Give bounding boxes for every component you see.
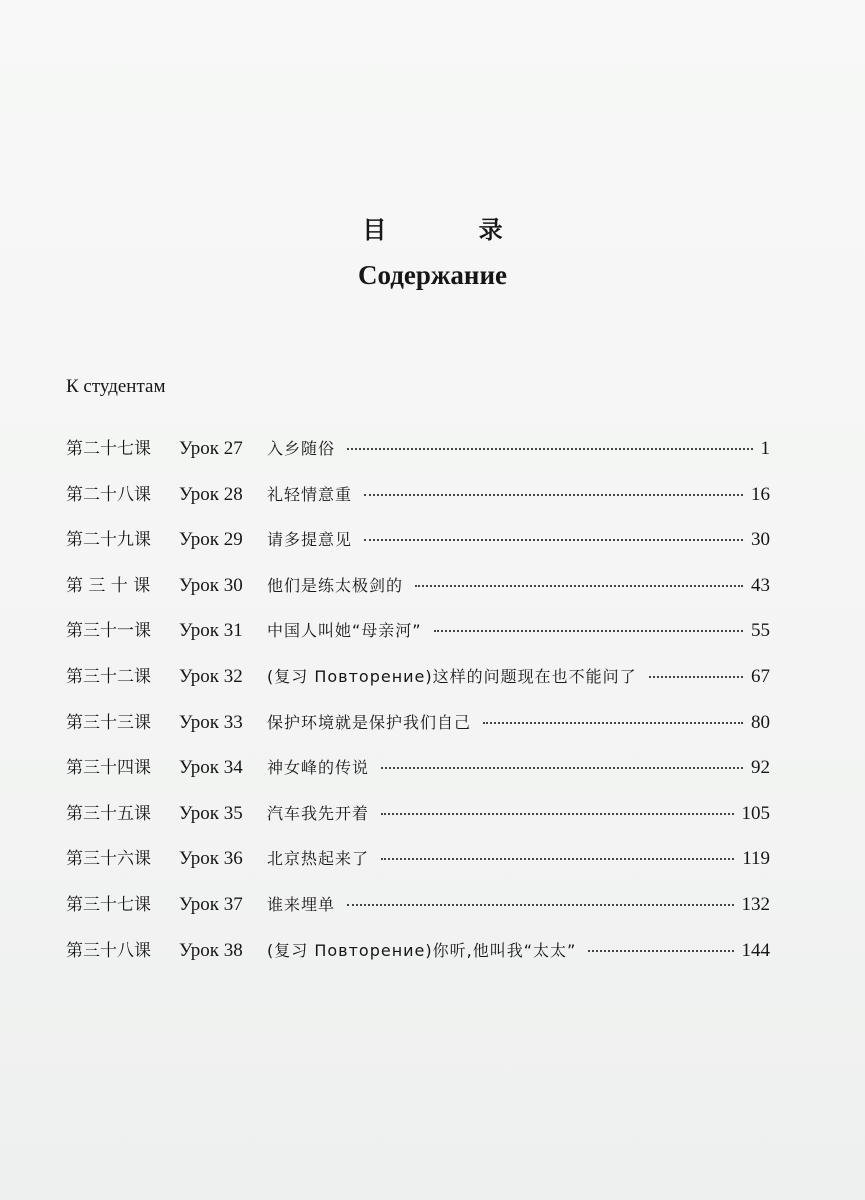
lesson-topic: 请多提意见 xyxy=(267,530,353,550)
page-title-russian: Содержание xyxy=(357,260,508,290)
lesson-number-ru: Урок 36 xyxy=(179,848,243,870)
dot-leader xyxy=(434,629,743,632)
toc-row xyxy=(66,844,770,890)
table-of-contents xyxy=(66,434,770,981)
lesson-number-cn: 第三十一课 xyxy=(66,621,151,642)
lesson-number-ru: Урок 32 xyxy=(179,665,243,687)
page-number: 105 xyxy=(741,802,770,824)
toc-row xyxy=(66,799,770,845)
lesson-number-cn: 第三十六课 xyxy=(66,849,151,870)
page-number: 43 xyxy=(751,574,770,596)
lesson-number-ru: Урок 27 xyxy=(179,438,243,459)
lesson-number-cn: 第三十三课 xyxy=(66,712,151,733)
dot-leader xyxy=(415,584,743,587)
toc-row xyxy=(66,616,770,662)
lesson-topic: 汽车我先开着 xyxy=(267,803,370,823)
page-number: 55 xyxy=(751,620,770,642)
page-number: 144 xyxy=(741,939,770,961)
lesson-number-cn: 第三十二课 xyxy=(66,666,151,687)
page-title-chinese: 目 录 xyxy=(362,216,545,244)
lesson-topic: (复习 Повторение)这样的问题现在也不能问了 xyxy=(267,666,637,686)
page-number: 16 xyxy=(751,483,770,505)
lesson-number-ru: Урок 35 xyxy=(179,802,243,824)
lesson-number-ru: Урок 37 xyxy=(179,893,243,915)
toc-row xyxy=(66,753,770,799)
toc-row xyxy=(66,936,770,982)
lesson-number-ru: Урок 31 xyxy=(179,620,243,642)
lesson-topic: 入乡随俗 xyxy=(267,439,336,458)
lesson-topic: 礼轻情意重 xyxy=(267,484,353,504)
page-number: 80 xyxy=(751,711,770,733)
lesson-topic: 谁来埋单 xyxy=(267,894,336,914)
toc-row xyxy=(66,708,770,754)
lesson-topic: 中国人叫她“母亲河” xyxy=(267,621,422,641)
lesson-number-ru: Урок 29 xyxy=(179,529,243,551)
lesson-number-cn: 第三十七课 xyxy=(66,894,151,915)
lesson-number-ru: Урок 33 xyxy=(179,711,243,733)
lesson-number-cn: 第三十八课 xyxy=(66,940,151,961)
lesson-topic: 神女峰的传说 xyxy=(267,758,370,778)
dot-leader xyxy=(483,721,743,724)
dot-leader xyxy=(364,493,743,496)
page-number: 1 xyxy=(760,438,770,459)
dot-leader xyxy=(347,903,733,906)
lesson-number-ru: Урок 38 xyxy=(179,939,243,961)
toc-row xyxy=(66,662,770,708)
dot-leader xyxy=(364,538,743,541)
dot-leader xyxy=(347,447,752,450)
intro-entry: К студентам xyxy=(66,376,166,397)
lesson-number-cn: 第二十八课 xyxy=(66,484,151,505)
page-number: 67 xyxy=(751,665,770,687)
lesson-number-cn: 第二十七课 xyxy=(66,439,151,459)
lesson-number-ru: Урок 34 xyxy=(179,757,243,779)
lesson-number-cn: 第三十四课 xyxy=(66,758,151,779)
toc-row xyxy=(66,480,770,526)
toc-row xyxy=(66,890,770,936)
toc-row xyxy=(66,571,770,617)
lesson-number-ru: Урок 28 xyxy=(179,483,243,505)
dot-leader xyxy=(381,766,743,769)
lesson-topic: 北京热起来了 xyxy=(267,849,370,869)
lesson-topic: 他们是练太极剑的 xyxy=(267,575,404,595)
lesson-number-cn: 第二十九课 xyxy=(66,530,151,551)
dot-leader xyxy=(381,857,734,860)
lesson-number-ru: Урок 30 xyxy=(179,574,243,596)
dot-leader xyxy=(649,675,743,678)
lesson-number-cn: 第 三 十 课 xyxy=(66,575,151,596)
dot-leader xyxy=(381,812,733,815)
lesson-topic: 保护环境就是保护我们自己 xyxy=(267,712,472,732)
lesson-number-cn: 第三十五课 xyxy=(66,803,151,824)
toc-row xyxy=(66,525,770,571)
dot-leader xyxy=(588,949,733,952)
page-number: 119 xyxy=(742,848,770,870)
page-number: 30 xyxy=(751,529,770,551)
page-number: 132 xyxy=(741,893,770,915)
page-number: 92 xyxy=(751,757,770,779)
toc-row xyxy=(66,434,770,480)
lesson-topic: (复习 Повторение)你听,他叫我“太太” xyxy=(267,940,577,960)
